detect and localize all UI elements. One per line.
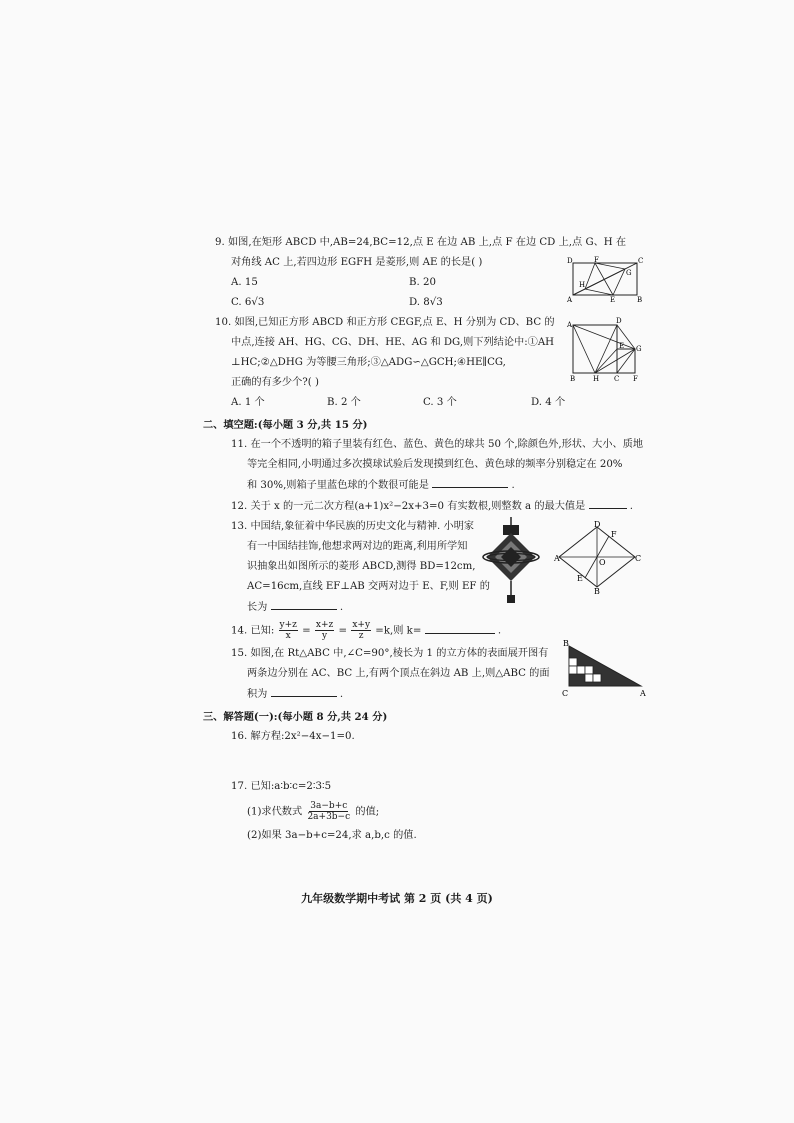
q14-suffix: =k,则 k= — [375, 625, 422, 637]
q14-fraction-2 — [315, 620, 334, 641]
q9-label-f: F — [594, 256, 599, 264]
q14-fraction-3 — [351, 620, 371, 641]
question-9 — [215, 233, 645, 313]
q9-option-b: B. 20 — [409, 277, 436, 288]
q13-label-a: A — [554, 554, 560, 563]
q16-text: 16. 解方程:2x²−4x−1=0. — [231, 730, 355, 742]
q13-line5-text: 长为 — [247, 602, 268, 613]
q14-f2-numerator: x+z — [315, 620, 334, 630]
question-10 — [215, 313, 645, 413]
q9-option-a: A. 15 — [231, 277, 258, 288]
q13-label-f: F — [611, 530, 617, 539]
q14-equals-2: = — [338, 625, 348, 637]
q9-rectangle-figure — [567, 255, 643, 303]
q15-label-b: B — [563, 638, 569, 648]
q13-label-e: E — [577, 574, 583, 583]
q9-label-b: B — [637, 296, 643, 304]
q12-answer-blank[interactable] — [589, 496, 627, 509]
q13-line1: 13. 中国结,象征着中华民族的历史文化与精神. 小明家 — [231, 521, 475, 532]
q14-f3-numerator: x+y — [352, 620, 371, 630]
q10-label-b: B — [570, 375, 576, 383]
q10-label-h: H — [593, 375, 600, 383]
q11-answer-blank[interactable] — [432, 475, 508, 488]
q17-fraction — [306, 801, 351, 822]
q17-p1-prefix: (1)求代数式 — [247, 806, 303, 817]
q10-option-a: A. 1 个 — [231, 397, 265, 408]
q9-label-e: E — [610, 296, 616, 304]
q12-text: 12. 关于 x 的一元二次方程(a+1)x²−2x+3=0 有实数根,则整数 a 的最大值是 — [231, 501, 586, 512]
q11-line3-text: 和 30%,则箱子里蓝色球的个数很可能是 — [247, 480, 429, 491]
question-17 — [215, 777, 645, 847]
q12-end: . — [629, 501, 634, 512]
q10-line2: 中点,连接 AH、HG、CG、DH、HE、AG 和 DG,则下列结论中:①AH — [231, 337, 555, 348]
q10-squares-figure — [567, 317, 643, 383]
question-11 — [215, 435, 645, 496]
q9-label-a: A — [567, 296, 573, 304]
q9-label-d: D — [567, 257, 573, 265]
q10-label-g: G — [636, 345, 642, 353]
q9-option-d: D. 8√3 — [409, 297, 443, 308]
q14-f1-numerator: y+z — [279, 620, 297, 630]
q15-triangle-figure — [561, 640, 647, 698]
q11-line2: 等完全相同,小明通过多次摸球试验后发现摸到红色、黄色球的频率分别稳定在 20% — [247, 459, 623, 470]
q14-fraction-1 — [279, 620, 298, 641]
q13-line5 — [231, 597, 645, 618]
q10-label-d: D — [616, 317, 622, 325]
q17-denominator: 2a+3b−c — [307, 811, 351, 822]
q14-end: . — [497, 625, 502, 637]
q9-line1: 9. 如图,在矩形 ABCD 中,AB=24,BC=12,点 E 在边 AB 上,点 F 在边 CD 上,点 G、H 在 — [215, 237, 627, 248]
q13-label-b: B — [594, 587, 600, 596]
q14-equals-1: = — [302, 625, 311, 637]
q17-p1-suffix: 的值; — [355, 806, 380, 817]
q13-rhombus-figure — [554, 520, 642, 596]
q10-line4: 正确的有多少个?( ) — [231, 377, 319, 388]
q15-line3-text: 积为 — [247, 688, 268, 700]
q10-label-e: E — [619, 342, 625, 350]
q13-label-c: C — [635, 554, 642, 563]
question-15 — [215, 638, 646, 705]
q17-part-2: (2)如果 3a−b+c=24,求 a,b,c 的值. — [247, 830, 417, 841]
q11-line3 — [231, 475, 645, 496]
q10-line1: 10. 如图,已知正方形 ABCD 和正方形 CEGF,点 E、H 分别为 CD、BC 的 — [215, 317, 555, 328]
chinese-knot-image — [481, 517, 541, 607]
q17-text: 17. 已知:a∶b∶c=2∶3∶5 — [231, 780, 332, 792]
q13-line2: 有一中国结挂饰,他想求两对边的距离,利用所学知 — [247, 541, 468, 552]
q15-line1: 15. 如图,在 Rt△ABC 中,∠C=90°,棱长为 1 的立方体的表面展开图有 — [231, 647, 549, 659]
q9-option-c: C. 6√3 — [231, 297, 265, 308]
question-14 — [215, 620, 645, 642]
q13-label-o: O — [599, 558, 606, 567]
q15-label-a: A — [640, 688, 646, 698]
q15-label-c: C — [562, 688, 569, 698]
page-footer: 九年级数学期中考试 第 2 页 (共 4 页) — [301, 892, 493, 905]
q15-end: . — [339, 688, 344, 700]
q14-prefix: 14. 已知: — [231, 625, 275, 637]
q10-option-c: C. 3 个 — [423, 397, 457, 408]
question-16 — [215, 727, 645, 747]
q13-line3: 识抽象出如图所示的菱形 ABCD,测得 BD=12cm, — [247, 561, 476, 572]
q17-part-1 — [231, 801, 645, 823]
q11-line1: 11. 在一个不透明的箱子里装有红色、蓝色、黄色的球共 50 个,除颜色外,形状、大小、质地 — [231, 439, 644, 450]
q17-numerator: 3a−b+c — [310, 800, 348, 811]
q10-option-d: D. 4 个 — [531, 397, 566, 408]
q11-end: . — [511, 480, 515, 491]
section-3-heading: 三、解答题(一):(每小题 8 分,共 24 分) — [203, 710, 388, 723]
q15-line2: 两条边分别在 AC、BC 上,有两个顶点在斜边 AB 上,则△ABC 的面 — [247, 667, 550, 679]
q13-end: . — [339, 602, 344, 613]
q16-answer-space — [215, 747, 645, 777]
q14-answer-blank[interactable] — [425, 621, 495, 634]
q13-answer-blank[interactable] — [271, 597, 337, 610]
q9-line2: 对角线 AC 上,若四边形 EGFH 是菱形,则 AE 的长是( ) — [231, 257, 483, 268]
q10-label-a: A — [567, 321, 573, 329]
q14-f1-denominator: x — [285, 631, 291, 641]
q14-f3-denominator: z — [358, 631, 364, 641]
section-2-heading: 二、填空题:(每小题 3 分,共 15 分) — [203, 419, 368, 431]
q14-f2-denominator: y — [322, 631, 328, 641]
q10-line3: ⊥HC;②△DHG 为等腰三角形;③△ADG∽△GCH;④HE∥CG, — [231, 357, 506, 368]
q10-label-f: F — [633, 375, 638, 383]
q13-label-d: D — [594, 520, 601, 529]
q10-option-b: B. 2 个 — [327, 397, 361, 408]
q9-label-c: C — [638, 257, 644, 265]
q13-line4: AC=16cm,直线 EF⊥AB 交两对边于 E、F,则 EF 的 — [247, 581, 490, 592]
q9-label-h: H — [579, 281, 586, 289]
question-13 — [215, 517, 645, 618]
q15-answer-blank[interactable] — [271, 684, 337, 697]
page-content — [203, 233, 646, 846]
q9-label-g: G — [626, 269, 632, 277]
question-12 — [215, 496, 645, 517]
q10-label-c: C — [614, 375, 620, 383]
q10-options — [215, 393, 645, 413]
